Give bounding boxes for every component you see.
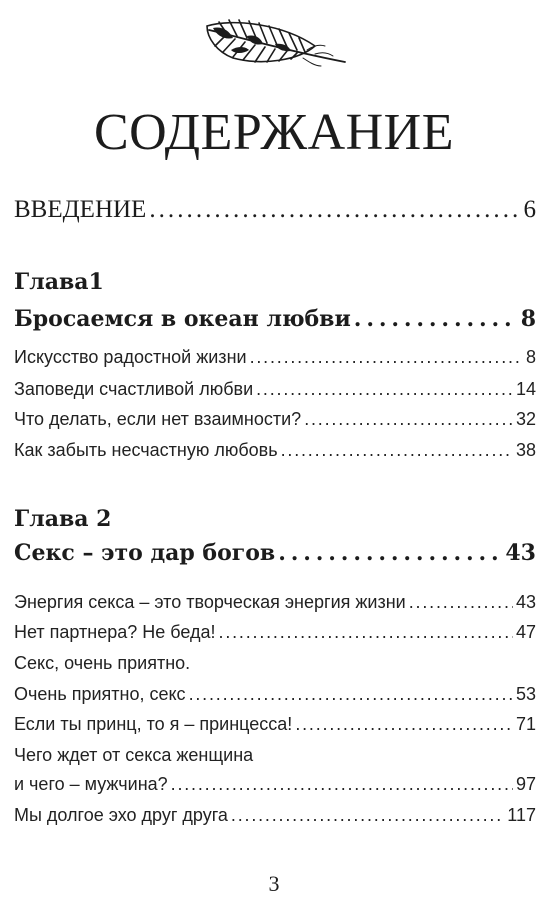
- dot-leader: [295, 712, 513, 736]
- dot-leader: [231, 803, 504, 827]
- toc-entry-page: 32: [515, 409, 536, 429]
- dot-leader: [171, 772, 513, 796]
- chapter-label: Глава 2: [14, 506, 112, 532]
- dot-leader: [409, 590, 513, 614]
- toc-entry-label: Секс – это дар богов: [14, 540, 276, 566]
- toc-entry-label: ВВЕДЕНИЕ: [14, 196, 147, 223]
- toc-entry-page: 43: [515, 592, 536, 612]
- toc-chapter-title[interactable]: [14, 304, 536, 334]
- toc-entry-label: Искусство радостной жизни: [14, 347, 247, 367]
- toc-entry-page: 6: [523, 196, 536, 223]
- toc-chapter-title[interactable]: [14, 538, 536, 568]
- page-number: 3: [268, 871, 280, 896]
- toc-entry-page: 43: [505, 540, 536, 566]
- dot-leader: [354, 304, 518, 334]
- toc-section[interactable]: [14, 620, 536, 644]
- dot-leader: [189, 682, 513, 706]
- toc-entry-label: Мы долгое эхо друг друга: [14, 805, 228, 825]
- toc-section[interactable]: [14, 345, 536, 369]
- toc-section[interactable]: [14, 377, 536, 401]
- chapter-label: Глава1: [14, 269, 104, 295]
- toc-section[interactable]: [14, 590, 536, 614]
- toc-entry-page: 71: [515, 714, 536, 734]
- toc-section[interactable]: [14, 772, 536, 796]
- dot-leader: [281, 438, 513, 462]
- dot-leader: [256, 377, 513, 401]
- toc-section-line[interactable]: Секс, очень приятно.: [14, 653, 191, 673]
- toc-entry-page: 97: [515, 774, 536, 794]
- toc-entry-label: Заповеди счастливой любви: [14, 379, 254, 399]
- toc-entry-page: 117: [507, 805, 536, 825]
- toc-entry-label: Бросаемся в океан любви: [14, 306, 351, 332]
- toc-entry-page: 8: [520, 306, 536, 332]
- toc-entry-page: 53: [515, 684, 536, 704]
- toc-entry-label: Энергия секса – это творческая энергия жизни: [14, 592, 406, 612]
- toc-entry-page: 14: [515, 379, 536, 399]
- toc-entry-label: Если ты принц, то я – принцесса!: [14, 714, 293, 734]
- dot-leader: [250, 345, 523, 369]
- toc-section[interactable]: [14, 407, 536, 431]
- toc-entry-label: Очень приятно, секс: [14, 684, 186, 704]
- dot-leader: [278, 538, 502, 568]
- toc-entry-page: 47: [515, 622, 536, 642]
- dot-leader: [149, 195, 520, 225]
- page-title: СОДЕРЖАНИЕ: [94, 104, 454, 161]
- toc-section[interactable]: [14, 803, 536, 827]
- dot-leader: [304, 407, 513, 431]
- toc-section[interactable]: [14, 682, 536, 706]
- toc-section[interactable]: [14, 712, 536, 736]
- toc-section[interactable]: [14, 438, 536, 462]
- toc-entry-label: и чего – мужчина?: [14, 774, 168, 794]
- dot-leader: [219, 620, 513, 644]
- feather-icon: [203, 16, 349, 72]
- toc-entry-page: 38: [515, 440, 536, 460]
- toc-entry-label: Что делать, если нет взаимности?: [14, 409, 302, 429]
- toc-entry-intro[interactable]: [14, 195, 536, 225]
- toc-entry-label: Как забыть несчастную любовь: [14, 440, 278, 460]
- toc-entry-label: Нет партнера? Не беда!: [14, 622, 216, 642]
- toc-entry-page: 8: [525, 347, 536, 367]
- toc-section-line[interactable]: Чего ждет от секса женщина: [14, 745, 254, 765]
